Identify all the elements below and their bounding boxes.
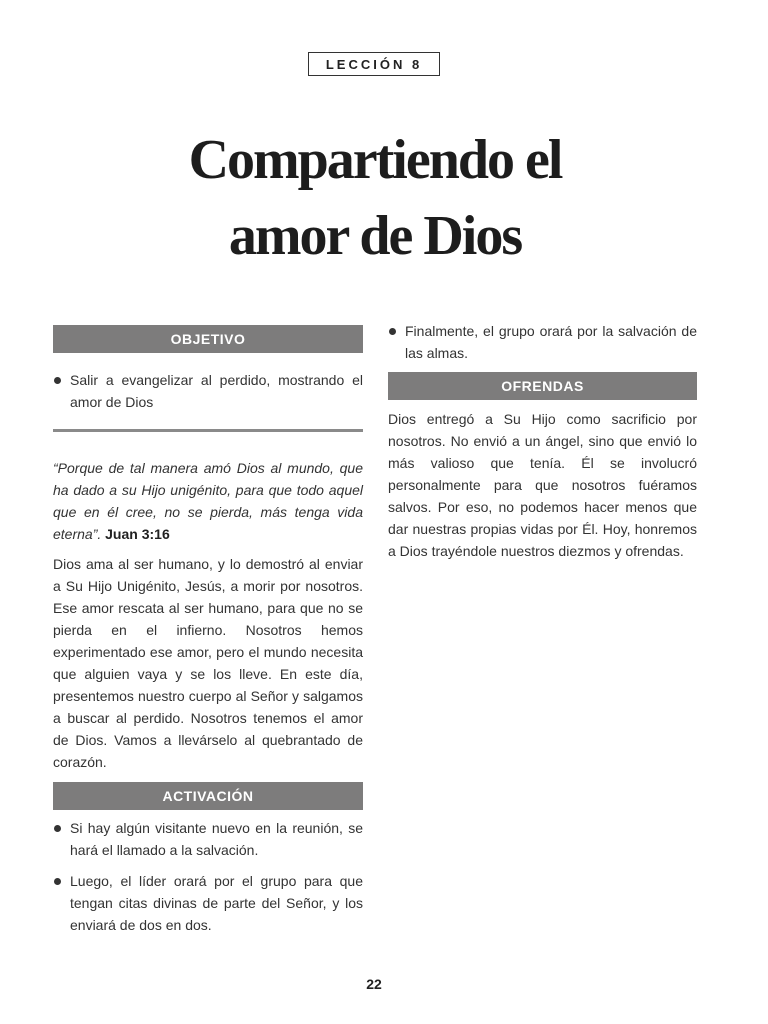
- ofrendas-text: Dios entregó a Su Hijo como sacrificio por nosotros. No envió a un ángel, sino que envió lo más valioso que tenía. Él se involucró personalmente para que nosotros fuéramos salvos. Por eso, no podemos hacer menos que dar nuestras propias vidas por Él. Hoy, honremos a Dios trayéndole nuestros diezmos y ofrendas.: [388, 411, 697, 559]
- bullet-dot-icon: [389, 328, 396, 335]
- activacion-heading: ACTIVACIÓN: [53, 782, 363, 810]
- lesson-label: LECCIÓN 8: [308, 52, 440, 76]
- activacion-item-text: Finalmente, el grupo orará por la salvación de las almas.: [405, 323, 697, 361]
- objetivo-heading: OBJETIVO: [53, 325, 363, 353]
- quote-reference: Juan 3:16: [105, 526, 170, 542]
- page-number: 22: [366, 976, 382, 992]
- ofrendas-heading: OFRENDAS: [388, 372, 697, 400]
- title-line-1: Compartiendo el: [188, 129, 562, 191]
- activacion-item-text: Luego, el líder orará por el grupo para que tengan citas divinas de parte del Señor, y los enviará de dos en dos.: [70, 873, 363, 933]
- activacion-item: [53, 870, 363, 936]
- activacion-item-text: Si hay algún visitante nuevo en la reunión, se hará el llamado a la salvación.: [70, 820, 363, 858]
- bullet-dot-icon: [54, 825, 61, 832]
- objetivo-item-text: Salir a evangelizar al perdido, mostrando el amor de Dios: [70, 372, 363, 410]
- objetivo-item: [53, 369, 363, 413]
- quote-text: “Porque de tal manera amó Dios al mundo, que ha dado a su Hijo unigénito, para que todo aquel que en él cree, no se pierda, más tenga vida eterna”.: [53, 460, 363, 542]
- section-divider: [53, 429, 363, 432]
- activacion-item: [388, 320, 697, 364]
- page-title: [100, 122, 650, 274]
- bible-quote: [53, 457, 363, 545]
- body-paragraph: Dios ama al ser humano, y lo demostró al enviar a Su Hijo Unigénito, Jesús, a morir por nosotros. Ese amor rescata al ser humano, para que no se pierda en el infierno. Nosotros hemos experimentado ese amor, pero el mundo necesita que alguien vaya y se los lleve. En este día, presentemos nuestro cuerpo al Señor y salgamos a buscar al perdido. Nosotros tenemos el amor de Dios. Vamos a llevárselo al quebrantado de corazón.: [53, 556, 363, 770]
- bullet-dot-icon: [54, 878, 61, 885]
- title-line-2: amor de Dios: [228, 205, 522, 267]
- activacion-item: [53, 817, 363, 861]
- bullet-dot-icon: [54, 377, 61, 384]
